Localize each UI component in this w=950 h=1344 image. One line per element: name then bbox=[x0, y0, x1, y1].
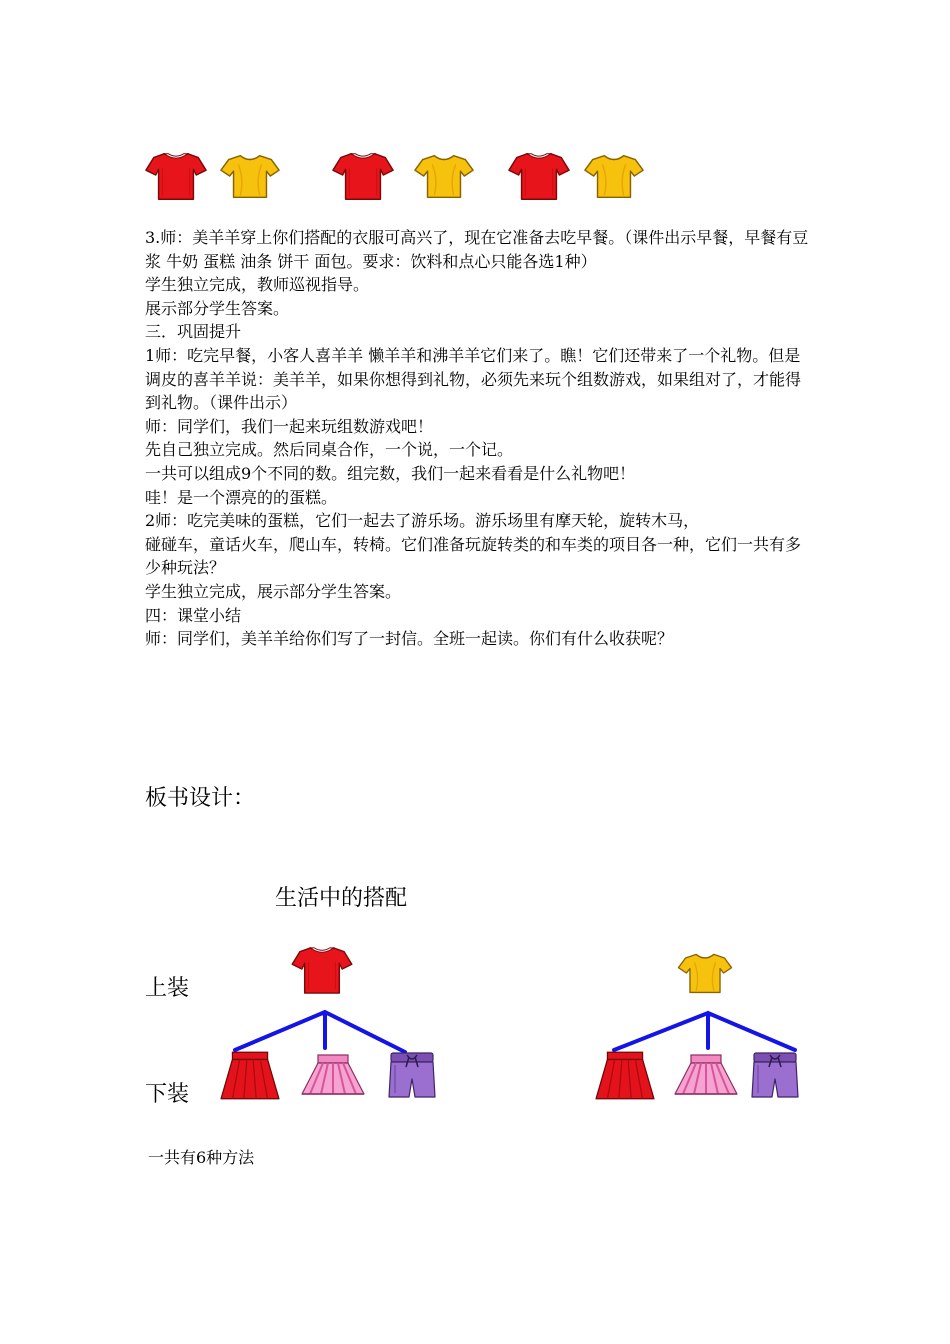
paragraph: 师：同学们，我们一起来玩组数游戏吧！ bbox=[145, 416, 434, 436]
paragraph: 碰碰车，童话火车，爬山车，转椅。它们准备玩旋转类的和车类的项目各一种，它们一共有多少种玩法？ bbox=[145, 534, 802, 578]
section-heading: 三．巩固提升 bbox=[145, 322, 242, 342]
section-heading: 四：课堂小结 bbox=[145, 605, 242, 625]
red-shirt-icon bbox=[508, 150, 570, 202]
paragraph: 师：同学们，美羊羊给你们写了一封信。全班一起读。你们有什么收获呢？ bbox=[145, 629, 674, 649]
paragraph: 学生独立完成，教师巡视指导。 bbox=[145, 275, 370, 295]
pink-skirt-icon bbox=[675, 1055, 737, 1094]
pink-skirt-icon bbox=[302, 1055, 364, 1094]
paragraph: 展示部分学生答案。 bbox=[145, 298, 290, 318]
label-tops: 上装 bbox=[145, 976, 190, 1001]
purple-shorts-icon bbox=[389, 1053, 435, 1097]
paragraph: 2师：吃完美味的蛋糕，它们一起去了游乐场。游乐场里有摩天轮，旋转木马， bbox=[145, 511, 700, 531]
red-shirt-icon bbox=[145, 150, 207, 202]
shirt-row bbox=[145, 150, 805, 202]
matching-tree-red-shirt bbox=[215, 940, 440, 1110]
yellow-shirt-icon bbox=[413, 150, 475, 202]
red-shirt-icon bbox=[292, 948, 352, 993]
lesson-text bbox=[145, 226, 810, 651]
paragraph: 一共可以组成9个不同的数。组完数，我们一起来看看是什么礼物吧！ bbox=[145, 463, 636, 483]
paragraph: 3.师：美羊羊穿上你们搭配的衣服可高兴了，现在它准备去吃早餐。（课件出示早餐，早餐有豆浆 牛奶 蛋糕 油条 饼干 面包。要求：饮料和点心只能各选1种） bbox=[145, 228, 809, 271]
paragraph: 学生独立完成，展示部分学生答案。 bbox=[145, 581, 402, 601]
yellow-shirt-icon bbox=[583, 150, 645, 202]
red-skirt-icon bbox=[221, 1052, 279, 1099]
tree-branches bbox=[235, 1012, 405, 1052]
board-design-heading: 板书设计： bbox=[145, 786, 256, 811]
purple-shorts-icon bbox=[752, 1053, 798, 1097]
yellow-shirt-icon bbox=[219, 150, 281, 202]
paragraph: 1师：吃完早餐，小客人喜羊羊 懒羊羊和沸羊羊它们来了。瞧！它们还带来了一个礼物。但是调皮的喜羊羊说：美羊羊，如果你想得到礼物，必须先来玩个组数游戏，如果组对了，才能得到礼物。（课件出示） bbox=[145, 345, 802, 413]
matching-tree-yellow-shirt bbox=[590, 940, 815, 1110]
tree-branches bbox=[614, 1013, 795, 1050]
summary-text: 一共有6种方法 bbox=[148, 1148, 255, 1167]
yellow-shirt-icon bbox=[678, 954, 731, 992]
red-shirt-icon bbox=[332, 150, 394, 202]
label-bottoms: 下装 bbox=[145, 1082, 190, 1107]
red-skirt-icon bbox=[596, 1052, 654, 1099]
paragraph: 哇！是一个漂亮的的蛋糕。 bbox=[145, 487, 338, 507]
paragraph: 先自己独立完成。然后同桌合作，一个说，一个记。 bbox=[145, 440, 514, 460]
board-title: 生活中的搭配 bbox=[275, 886, 408, 911]
